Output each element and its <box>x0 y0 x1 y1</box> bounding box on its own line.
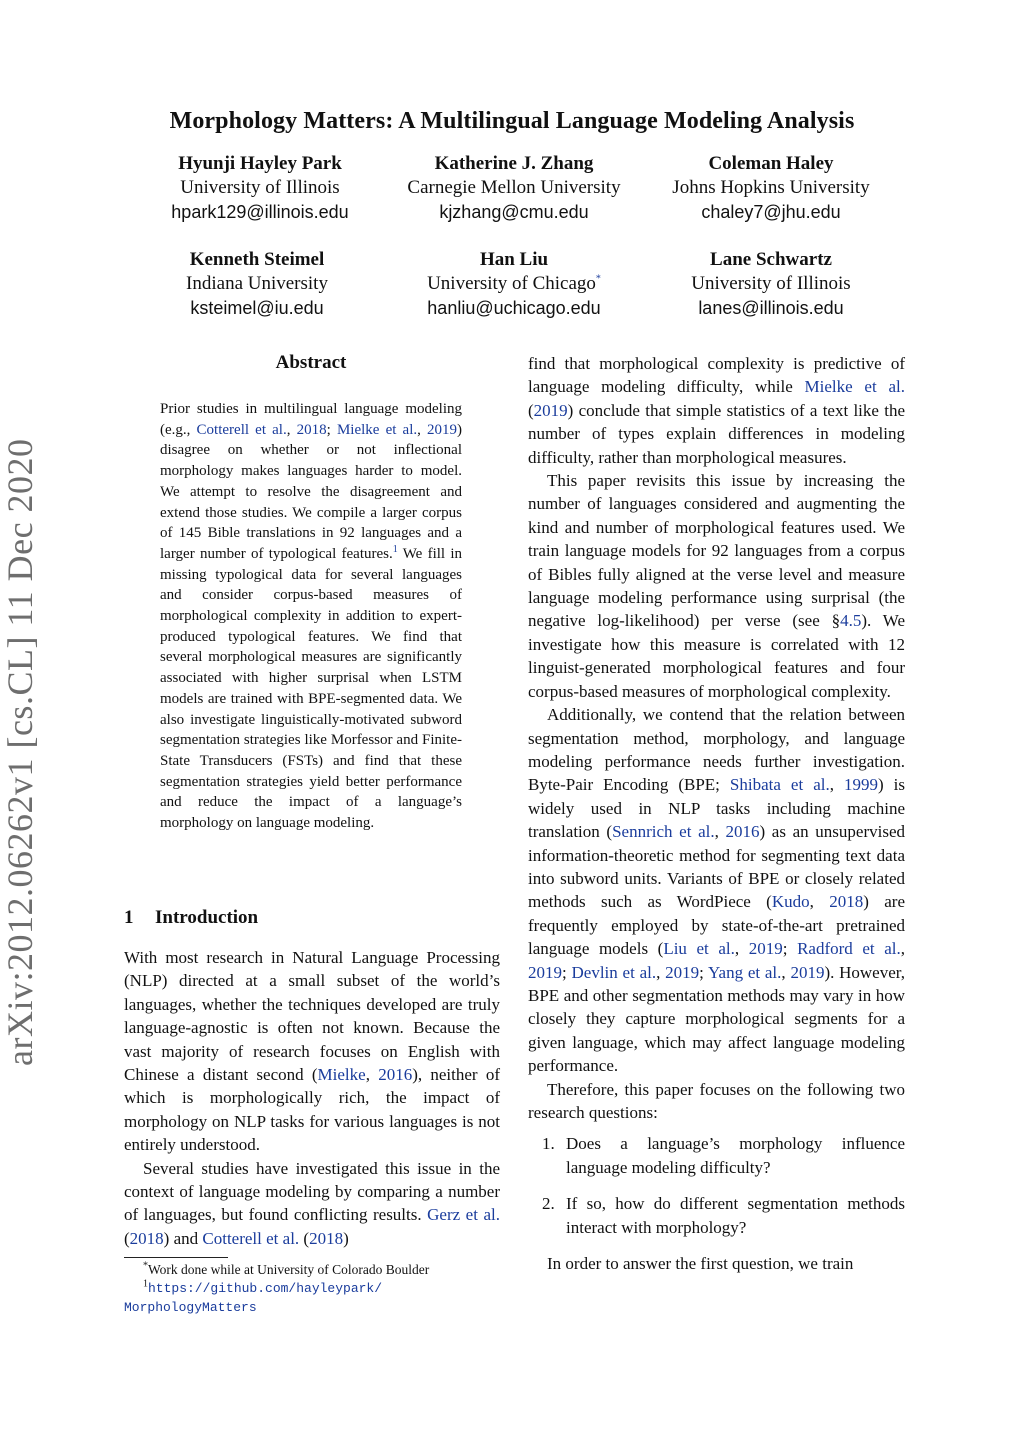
citation-link[interactable]: 2018 <box>309 1228 344 1248</box>
section-number: 1 <box>124 907 134 928</box>
citation-link[interactable]: Mielke et al. <box>804 377 905 397</box>
right-column-body <box>528 352 905 1275</box>
citation-link[interactable]: Kudo <box>771 892 810 912</box>
author-affiliation-text: University of Chicago <box>427 273 596 294</box>
footnote <box>124 1279 500 1298</box>
section-heading <box>124 907 258 929</box>
citation-link[interactable]: 2019 <box>528 962 562 982</box>
list-number: 2. <box>542 1194 555 1214</box>
author-name: Katherine J. Zhang <box>434 153 594 174</box>
citation-link[interactable]: Mielke et al. <box>336 421 418 438</box>
text-run: , <box>829 775 844 795</box>
text-run: , <box>365 1065 379 1085</box>
text-run: ; <box>782 939 798 959</box>
footnote-continuation <box>124 1298 500 1317</box>
author-affiliation: Carnegie Mellon University <box>407 177 621 198</box>
text-run: ; <box>326 421 337 438</box>
author-block <box>621 152 921 224</box>
author-name: Hyunji Hayley Park <box>178 153 342 174</box>
text-run: , <box>714 822 726 842</box>
text-run: ( <box>528 400 534 420</box>
list-item <box>528 1192 905 1239</box>
section-reference-link[interactable]: 4.5 <box>840 611 862 631</box>
footnote-mark: * <box>143 1260 148 1272</box>
author-name: Lane Schwartz <box>710 249 832 270</box>
citation-link[interactable]: 2018 <box>296 421 327 438</box>
list-item-text: If so, how do different segmentation methods interact with morphology? <box>566 1194 905 1237</box>
citation-link[interactable]: 2019 <box>533 400 568 420</box>
citation-link[interactable]: Mielke <box>317 1065 366 1085</box>
research-questions-list <box>528 1132 905 1239</box>
footnote-rule <box>124 1257 228 1258</box>
author-email[interactable]: hanliu@uchicago.edu <box>427 298 601 318</box>
paragraph <box>124 1157 500 1251</box>
text-run: , <box>734 939 749 959</box>
citation-link[interactable]: Cotterell et al. <box>196 421 287 438</box>
paragraph: In order to answer the first question, we train <box>547 1254 854 1274</box>
text-run: ) are frequently employed by state-of-the-art pretrained language models ( <box>528 892 905 959</box>
author-name: Han Liu <box>479 249 549 270</box>
citation-link[interactable]: 2019 <box>665 962 700 982</box>
text-run: ) and <box>163 1228 203 1248</box>
text-run: , <box>656 962 666 982</box>
text-run: ), neither of which is morphologically rich, the impact of morphology on NLP tasks for various languages is not entirely understood. <box>124 1065 501 1155</box>
text-run: ; <box>562 962 572 982</box>
paragraph <box>528 352 905 469</box>
author-name: Kenneth Steimel <box>189 249 325 270</box>
citation-link[interactable]: 2016 <box>725 822 760 842</box>
text-run: ) disagree on whether or not inflectional morphology makes languages harder to model. We attempt to resolve the disagreement and extend those studies. We compile a larger corpus of 145 Bible translations in 92 languages and a larger number of typological features. <box>160 421 463 562</box>
text-run: ). We investigate how this measure is correlated with 12 linguist-generated morphological features and four corpus-based measures of morphological complexity. <box>528 611 905 701</box>
citation-link[interactable]: 2019 <box>427 421 458 438</box>
author-affiliation: University of Illinois <box>180 177 340 198</box>
text-run: ( <box>124 1228 130 1248</box>
paragraph <box>528 469 905 703</box>
text-run: With most research in Natural Language Processing (NLP) directed at a small subset of the world’s languages, whether the techniques developed are truly language-agnostic is often not known. Because the vast majority of research focuses on English with Chinese a distant second ( <box>124 948 500 1085</box>
author-name: Coleman Haley <box>708 153 834 174</box>
text-run: ( <box>299 1228 310 1248</box>
text-run: ) conclude that simple statistics of a text like the number of types explain differences in modeling difficulty, rather than morphological measures. <box>528 400 905 467</box>
paragraph: Therefore, this paper focuses on the following two research questions: <box>528 1079 905 1122</box>
citation-link[interactable]: Sennrich et al. <box>612 822 715 842</box>
text-run: ) is widely used in NLP tasks including machine translation ( <box>528 775 906 842</box>
citation-link[interactable]: Devlin et al. <box>571 962 657 982</box>
author-affiliation <box>364 272 664 296</box>
author-block <box>107 248 407 320</box>
citation-link[interactable]: Yang et al. <box>707 962 782 982</box>
text-run: , <box>417 421 428 438</box>
citation-link[interactable]: 2016 <box>378 1065 413 1085</box>
footnote-marker[interactable]: 1 <box>392 543 398 555</box>
author-affiliation: University of Illinois <box>691 273 851 294</box>
text-run: find that morphological complexity is predictive of language modeling difficulty, while <box>528 354 905 397</box>
citation-link[interactable]: 2018 <box>129 1228 164 1248</box>
text-run: ; <box>699 962 708 982</box>
footnote-text: Work done while at University of Colorado Boulder <box>148 1262 430 1277</box>
citation-link[interactable]: Radford et al. <box>797 939 901 959</box>
citation-link[interactable]: Liu et al. <box>663 939 735 959</box>
abstract-heading: Abstract <box>275 352 347 373</box>
text-run: This paper revisits this issue by increasing the number of languages considered and augmenting the kind and number of morphological features used. We train language models for 92 languages from a corpus of Bibles fully aligned at the verse level and measure language modeling performance using surprisal (the negative log-likelihood) per verse (see § <box>528 471 905 631</box>
author-email[interactable]: kjzhang@cmu.edu <box>439 202 589 222</box>
author-email[interactable]: ksteimel@iu.edu <box>190 298 324 318</box>
text-run: , <box>781 962 791 982</box>
citation-link[interactable]: Gerz et al. <box>427 1205 500 1225</box>
author-affiliation: Johns Hopkins University <box>672 177 870 198</box>
abstract-body <box>160 399 462 834</box>
author-email[interactable]: hpark129@illinois.edu <box>171 202 349 222</box>
footnotes <box>124 1261 500 1317</box>
text-run: , <box>286 421 297 438</box>
list-item <box>528 1132 905 1179</box>
author-affiliation: Indiana University <box>186 273 328 294</box>
author-email[interactable]: lanes@illinois.edu <box>698 298 844 318</box>
arxiv-identifier: arXiv:2012.06262v1 [cs.CL] 11 Dec 2020 <box>0 438 40 1066</box>
citation-link[interactable]: Shibata et al. <box>729 775 830 795</box>
section-title: Introduction <box>155 907 259 928</box>
text-run: ) as an unsupervised information-theoretic method for segmenting text data into subword units. Variants of BPE or closely related methods such as WordPiece ( <box>528 822 906 912</box>
text-run: Prior studies in multilingual language modeling (e.g., <box>160 401 462 438</box>
list-number: 1. <box>542 1134 555 1154</box>
text-run: , <box>900 939 905 959</box>
text-run: Additionally, we contend that the relation between segmentation method, morphology, and language modeling performance needs further investigation. Byte-Pair Encoding (BPE; <box>528 705 905 795</box>
text-run: , <box>809 892 830 912</box>
author-block <box>621 248 921 320</box>
footnote-url-link[interactable]: https://github.com/hayleypark/ <box>148 1281 383 1296</box>
list-item-text: Does a language’s morphology influence language modeling difficulty? <box>566 1134 905 1177</box>
affiliation-footnote-mark[interactable]: * <box>595 273 601 285</box>
footnote <box>124 1261 500 1279</box>
footnote-url-link[interactable]: MorphologyMatters <box>124 1300 257 1315</box>
citation-link[interactable]: 2019 <box>748 939 783 959</box>
text-run: Several studies have investigated this issue in the context of language modeling by comparing a number of languages, but found conflicting results. <box>124 1158 500 1225</box>
citation-link[interactable]: 2019 <box>790 962 825 982</box>
author-email[interactable]: chaley7@jhu.edu <box>701 202 841 222</box>
text-run: ). However, BPE and other segmentation methods may vary in how closely they capture morphological segments for a given language, which may affect language modeling performance. <box>528 962 905 1076</box>
footnote-mark: 1 <box>143 1278 148 1290</box>
paper-title: Morphology Matters: A Multilingual Language Modeling Analysis <box>169 108 855 134</box>
text-run: We fill in missing typological data for several languages and consider corpus-based measures of morphological complexity in addition to expert-produced typological features. We find that several morphological measures are significantly associated with higher surprisal when LSTM models are trained with BPE-segmented data. We also investigate linguistically-motivated subword segmentation strategies like Morfessor and Finite-State Transducers (FSTs) and find that these segmentation strategies yield better performance and reduce the impact of a language’s morphology on language modeling. <box>160 545 462 832</box>
text-run: ) <box>343 1228 349 1248</box>
citation-link[interactable]: 2018 <box>829 892 864 912</box>
paragraph <box>528 703 905 1078</box>
citation-link[interactable]: Cotterell et al. <box>202 1228 300 1248</box>
author-block <box>364 248 664 320</box>
citation-link[interactable]: 1999 <box>844 775 878 795</box>
paragraph <box>124 946 500 1157</box>
left-column-body <box>124 946 500 1250</box>
author-block <box>364 152 664 224</box>
